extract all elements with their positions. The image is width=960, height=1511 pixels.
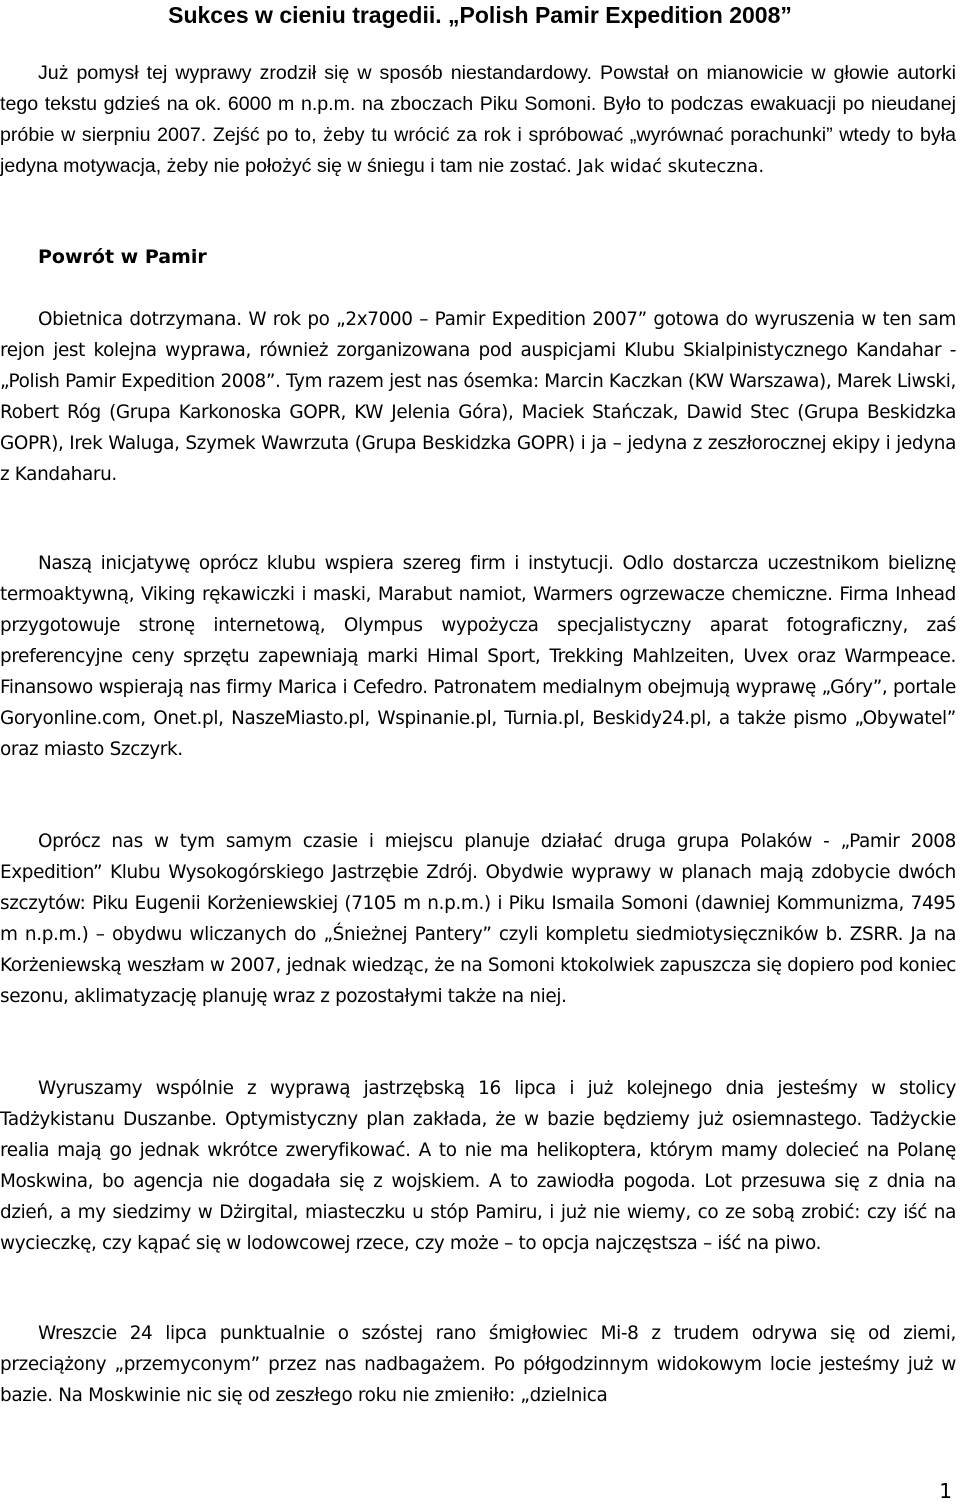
paragraph-second-group: Oprócz nas w tym samym czasie i miejscu planuje działać druga grupa Polaków - „Pamir 2008 Expedition” Klubu Wysokogórskiego Jastrzębie Zdrój. Obydwie wyprawy w planach mają zdobycie dwóch szczytów: Piku Eugenii Korżeniewskiej (7105 m n.p.m.) i Piku Ismaila Somoni (dawniej Kommunizma, 7495 m n.p.m.) – obydwu wliczanych do „Śnieżnej Pantery” czyli kompletu siedmiotysięczników b. ZSRR. Ja na Korżeniewską weszłam w 2007, jednak wiedząc, że na Somoni ktokolwiek zapuszcza się dopiero pod koniec sezonu, aklimatyzację planuję wraz z pozostałymi także na niej. <box>0 831 956 1007</box>
paragraph-departure: Wyruszamy wspólnie z wyprawą jastrzębską 16 lipca i już kolejnego dnia jesteśmy w stolicy Tadżykistanu Duszanbe. Optymistyczny plan zakłada, że w bazie będziemy już osiemnastego. Tadżyckie realia mają go jednak wkrótce zweryfikować. A to nie ma helikoptera, którym mamy dolecieć na Polanę Moskwina, bo agencja nie dogadała się z wojskiem. A to zawiodła pogoda. Lot przesuwa się z dnia na dzień, a my siedzimy w Dżirgital, miasteczku u stóp Pamiru, i już nie wiemy, co ze sobą zrobić: czy iść na wycieczkę, czy kąpać się w lodowcowej rzece, czy może – to opcja najczęstsza – iść na piwo. <box>0 1078 956 1254</box>
paragraph-sponsors: Naszą inicjatywę oprócz klubu wspiera szereg firm i instytucji. Odlo dostarcza uczestnikom bieliznę termoaktywną, Viking rękawiczki i maski, Marabut namiot, Warmers ogrzewacze chemiczne. Firma Inhead przygotowuje stronę internetową, Olympus wypożycza specjalistyczny aparat fotograficzny, zaś preferencyjne ceny sprzętu zapewniają marki Himal Sport, Trekking Mahlzeiten, Uvex oraz Warmpeace. Finansowo wspierają nas firmy Marica i Cefedro. Patronatem medialnym obejmują wyprawę „Góry”, portale Goryonline.com, Onet.pl, NaszeMiasto.pl, Wspinanie.pl, Turnia.pl, Beskidy24.pl, a także pismo „Obywatel” oraz miasto Szczyrk. <box>0 553 956 760</box>
document-title: Sukces w cieniu tragedii. „Polish Pamir Expedition 2008” <box>168 2 792 28</box>
paragraph-team: Obietnica dotrzymana. W rok po „2x7000 – Pamir Expedition 2007” gotowa do wyruszenia w ten sam rejon jest kolejna wyprawa, również zorganizowana pod auspicjami Klubu Skialpinistycznego Kandahar - „Polish Pamir Expedition 2008”. Tym razem jest nas ósemka: Marcin Kaczkan (KW Warszawa), Marek Liwski, Robert Róg (Grupa Karkonoska GOPR, KW Jelenia Góra), Maciek Stańczak, Dawid Stec (Grupa Beskidzka GOPR), Irek Waluga, Szymek Wawrzuta (Grupa Beskidzka GOPR) i ja – jedyna z zeszłorocznej ekipy i jedyna z Kandaharu. <box>0 309 956 485</box>
paragraph-helicopter: Wreszcie 24 lipca punktualnie o szóstej rano śmigłowiec Mi-8 z trudem odrywa się od ziemi, przeciążony „przemyconym” przez nas nadbagażem. Po półgodzinnym widokowym locie jesteśmy już w bazie. Na Moskwinie nic się od zeszłego roku nie zmieniło: „dzielnica <box>0 1323 956 1406</box>
intro-text: Już pomysł tej wyprawy zrodził się w sposób niestandardowy. Powstał on mianowicie w głowie autorki tego tekstu gdzieś na ok. 6000 m n.p.m. na zboczach Piku Somoni. Było to podczas ewakuacji po nieudanej próbie w sierpniu 2007. Zejść po to, żeby tu wrócić za rok i spróbować „wyrównać porachunki” wtedy to była jedyna motywacja, żeby nie położyć się w śniegu i tam nie zostać. <box>0 62 956 177</box>
intro-tail-text: Jak widać skuteczna. <box>571 156 765 177</box>
section-heading: Powrót w Pamir <box>38 246 207 268</box>
page-number: 1 <box>939 1479 952 1503</box>
intro-paragraph <box>0 58 956 182</box>
